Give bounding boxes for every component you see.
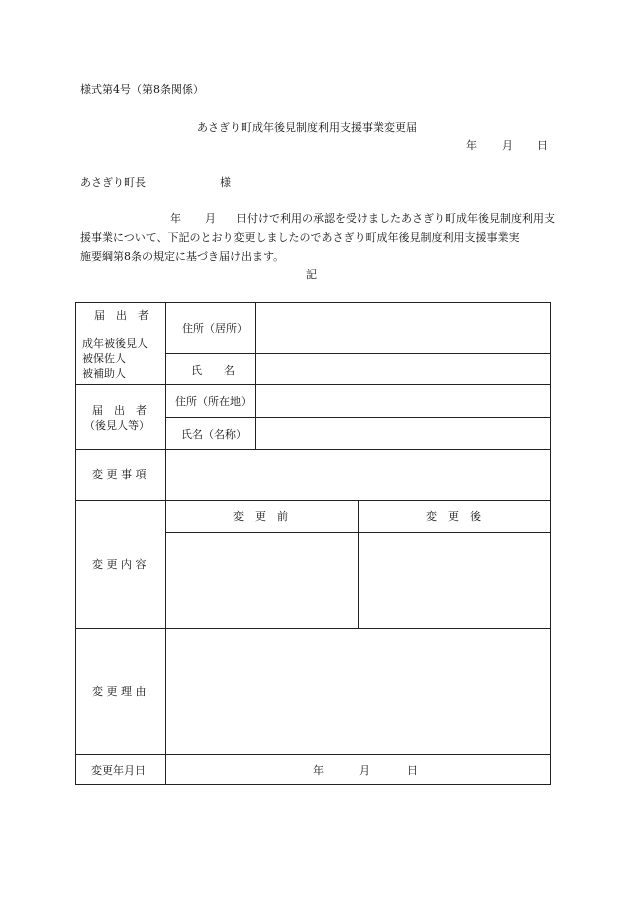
applicant2-address-field[interactable] <box>256 385 549 417</box>
change-item-field[interactable] <box>166 450 549 500</box>
change-date-month: 月 <box>359 764 370 777</box>
applicant1-address-label: 住所（居所） <box>182 322 248 335</box>
before-label: 変 更 前 <box>233 510 288 523</box>
change-reason-field[interactable] <box>166 629 549 754</box>
document-title: あさぎり町成年後見制度利用支援事業変更届 <box>197 121 417 134</box>
applicant1-name-label: 氏 名 <box>191 364 235 377</box>
body-line-1 <box>80 209 560 228</box>
applicant1-name-field[interactable] <box>256 354 549 384</box>
addressee-honorific: 様 <box>220 176 231 189</box>
before-field[interactable] <box>166 533 358 628</box>
applicant1-label: 届 出 者 <box>94 309 149 322</box>
body-line-1-text: 日付けで利用の承認を受けましたあさぎり町成年後見制度利用支 <box>236 212 555 225</box>
date-month-label: 月 <box>502 139 513 152</box>
body-line-3: 施要綱第8条の規定に基づき届け出ます。 <box>80 250 285 263</box>
applicant2-address-label: 住所（所在地） <box>175 395 252 408</box>
change-date-label: 変更年月日 <box>91 764 146 777</box>
after-label: 変 更 後 <box>426 510 481 523</box>
applicant2-name-label: 氏名（名称） <box>181 428 247 441</box>
body-line-2: 援事業について、下記のとおり変更しましたのであさぎり町成年後見制度利用支援事業実 <box>80 231 520 244</box>
form-number: 様式第4号（第8条関係） <box>80 83 204 96</box>
change-reason-label: 変 更 理 由 <box>92 685 147 698</box>
change-content-label: 変 更 内 容 <box>92 558 147 571</box>
applicant2-name-field[interactable] <box>256 418 549 449</box>
date-year-label: 年 <box>466 139 477 152</box>
change-date-day: 日 <box>407 764 418 777</box>
applicant2-label: 届 出 者 <box>92 404 147 417</box>
applicant1-type-ward: 成年被後見人 <box>82 337 148 350</box>
change-item-label: 変 更 事 項 <box>92 468 147 481</box>
body-year: 年 <box>170 212 181 225</box>
date-day-label: 日 <box>537 139 548 152</box>
change-form-table <box>75 302 551 785</box>
addressee-name: あさぎり町長 <box>80 176 146 189</box>
applicant1-type-assisted: 被補助人 <box>82 367 126 380</box>
applicant1-address-field[interactable] <box>256 304 549 353</box>
body-month: 月 <box>205 212 216 225</box>
after-field[interactable] <box>359 533 549 628</box>
ki-heading: 記 <box>306 268 317 281</box>
applicant2-sublabel: （後見人等） <box>84 419 150 432</box>
applicant1-type-curatee: 被保佐人 <box>82 352 126 365</box>
change-date-year: 年 <box>313 764 324 777</box>
